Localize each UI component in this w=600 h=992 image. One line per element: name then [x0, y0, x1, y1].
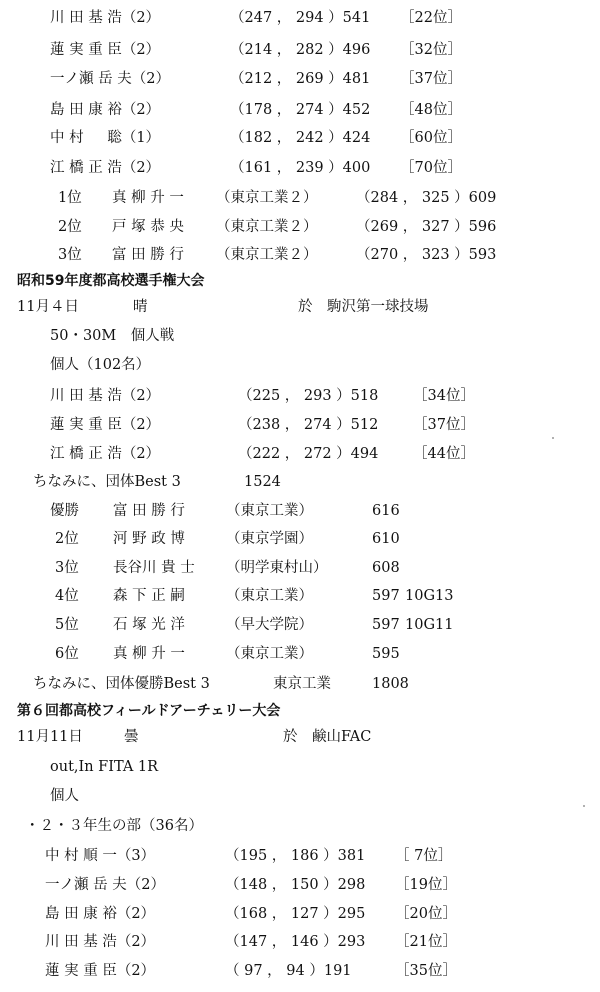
winner-place: 4位: [55, 588, 79, 604]
winner-name: 河 野 政 博: [113, 531, 185, 547]
archer-scores: （195 ， 186 ）381: [225, 848, 366, 864]
winner-school: （東京工業）: [226, 503, 313, 519]
archer-rank: ［37位］: [400, 71, 462, 87]
winner-score: 610: [372, 531, 400, 547]
archer-name: 川 田 基 浩（2）: [45, 934, 156, 950]
winner-place: 1位: [58, 190, 82, 206]
archer-rank: ［37位］: [413, 417, 475, 433]
event-category: 個人: [50, 788, 79, 804]
archer-name: 島 田 康 裕（2）: [50, 102, 161, 118]
section-heading: 第６回都高校フィールドアーチェリー大会: [17, 703, 281, 719]
winner-school: （東京工業２）: [216, 219, 318, 235]
winner-name: 長谷川 貴 士: [113, 560, 195, 576]
winner-name: 石 塚 光 洋: [113, 617, 185, 633]
winner-score: 616: [372, 503, 400, 519]
archer-scores: （161 ， 239 ）400: [230, 160, 371, 176]
archer-scores: （247 ， 294 ）541: [230, 10, 371, 26]
winner-place: 5位: [55, 617, 79, 633]
archer-name: 江 橋 正 浩（2）: [50, 160, 161, 176]
winner-extra: 10G11: [405, 617, 454, 633]
winner-name: 森 下 正 嗣: [113, 588, 185, 604]
archer-scores: （212 ， 269 ）481: [230, 71, 371, 87]
archer-rank: ［ 7位］: [395, 848, 453, 864]
archer-name: 中 村 順 一（3）: [45, 848, 156, 864]
event-category: 個人（102名）: [50, 357, 151, 373]
archer-name: 中 村 聡（1）: [50, 130, 161, 146]
scan-speck: [583, 805, 585, 807]
event-date: 11月４日: [17, 299, 79, 315]
archer-scores: （168 ， 127 ）295: [225, 906, 366, 922]
archer-rank: ［34位］: [413, 388, 475, 404]
archer-scores: （148 ， 150 ）298: [225, 877, 366, 893]
archer-scores: （214 ， 282 ）496: [230, 42, 371, 58]
event-format: out,In FITA 1R: [50, 759, 159, 775]
event-date: 11月11日: [17, 729, 83, 745]
winner-scores: （270 ， 323 ）593: [356, 247, 497, 263]
winner-score: 595: [372, 646, 400, 662]
winner-school: （東京工業）: [226, 646, 313, 662]
event-venue: 於 駒沢第一球技場: [298, 299, 429, 315]
archer-scores: （178 ， 274 ）452: [230, 102, 371, 118]
winner-name: 真 柳 升 一: [112, 190, 184, 206]
winner-place: 2位: [55, 531, 79, 547]
archer-scores: （225 ， 293 ）518: [238, 388, 379, 404]
team-note: ちなみに、団体Best 3: [33, 474, 181, 490]
event-division: ・２・３年生の部（36名）: [25, 818, 203, 834]
archer-rank: ［21位］: [395, 934, 457, 950]
archer-rank: ［70位］: [400, 160, 462, 176]
scan-speck: [552, 437, 554, 439]
archer-rank: ［19位］: [395, 877, 457, 893]
archer-rank: ［35位］: [395, 963, 457, 979]
winner-place: 2位: [58, 219, 82, 235]
archer-name: 蓮 実 重 臣（2）: [50, 417, 161, 433]
team-win-score: 1808: [372, 676, 409, 692]
winner-score: 597: [372, 588, 400, 604]
winner-school: （明学東村山）: [226, 560, 328, 576]
winner-scores: （284 ， 325 ）609: [356, 190, 497, 206]
archer-name: 島 田 康 裕（2）: [45, 906, 156, 922]
winner-name: 富 田 勝 行: [112, 247, 184, 263]
winner-school: （早大学院）: [226, 617, 313, 633]
archer-rank: ［60位］: [400, 130, 462, 146]
winner-name: 戸 塚 恭 央: [112, 219, 184, 235]
winner-school: （東京学園）: [226, 531, 313, 547]
team-win-note: ちなみに、団体優勝Best 3: [33, 676, 210, 692]
team-score: 1524: [244, 474, 281, 490]
event-venue: 於 鹸山FAC: [283, 729, 372, 745]
archer-scores: （147 ， 146 ）293: [225, 934, 366, 950]
archer-rank: ［20位］: [395, 906, 457, 922]
archer-rank: ［44位］: [413, 446, 475, 462]
winner-school: （東京工業）: [226, 588, 313, 604]
winner-name: 真 柳 升 一: [113, 646, 185, 662]
winner-scores: （269 ， 327 ）596: [356, 219, 497, 235]
archer-name: 蓮 実 重 臣（2）: [50, 42, 161, 58]
archer-scores: （182 ， 242 ）424: [230, 130, 371, 146]
event-format: 50・30M 個人戦: [50, 328, 175, 344]
archer-name: 江 橋 正 浩（2）: [50, 446, 161, 462]
team-win-school: 東京工業: [273, 676, 331, 692]
winner-school: （東京工業２）: [216, 247, 318, 263]
winner-score: 608: [372, 560, 400, 576]
winner-extra: 10G13: [405, 588, 454, 604]
archer-scores: （ 97 ， 94 ）191: [225, 963, 352, 979]
winner-place: 優勝: [50, 503, 79, 519]
event-weather: 曇: [124, 729, 139, 745]
archer-name: 一ノ瀬 岳 夫（2）: [50, 71, 170, 87]
winner-name: 富 田 勝 行: [113, 503, 185, 519]
winner-school: （東京工業２）: [216, 190, 318, 206]
archer-rank: ［22位］: [400, 10, 462, 26]
archer-scores: （222 ， 272 ）494: [238, 446, 379, 462]
archer-name: 一ノ瀬 岳 夫（2）: [45, 877, 165, 893]
winner-place: 3位: [55, 560, 79, 576]
archer-name: 蓮 実 重 臣（2）: [45, 963, 156, 979]
winner-place: 6位: [55, 646, 79, 662]
archer-rank: ［32位］: [400, 42, 462, 58]
archer-name: 川 田 基 浩（2）: [50, 10, 161, 26]
archer-scores: （238 ， 274 ）512: [238, 417, 379, 433]
winner-place: 3位: [58, 247, 82, 263]
section-heading: 昭和59年度都高校選手権大会: [17, 273, 205, 289]
winner-score: 597: [372, 617, 400, 633]
event-weather: 晴: [133, 299, 148, 315]
archer-name: 川 田 基 浩（2）: [50, 388, 161, 404]
archer-rank: ［48位］: [400, 102, 462, 118]
